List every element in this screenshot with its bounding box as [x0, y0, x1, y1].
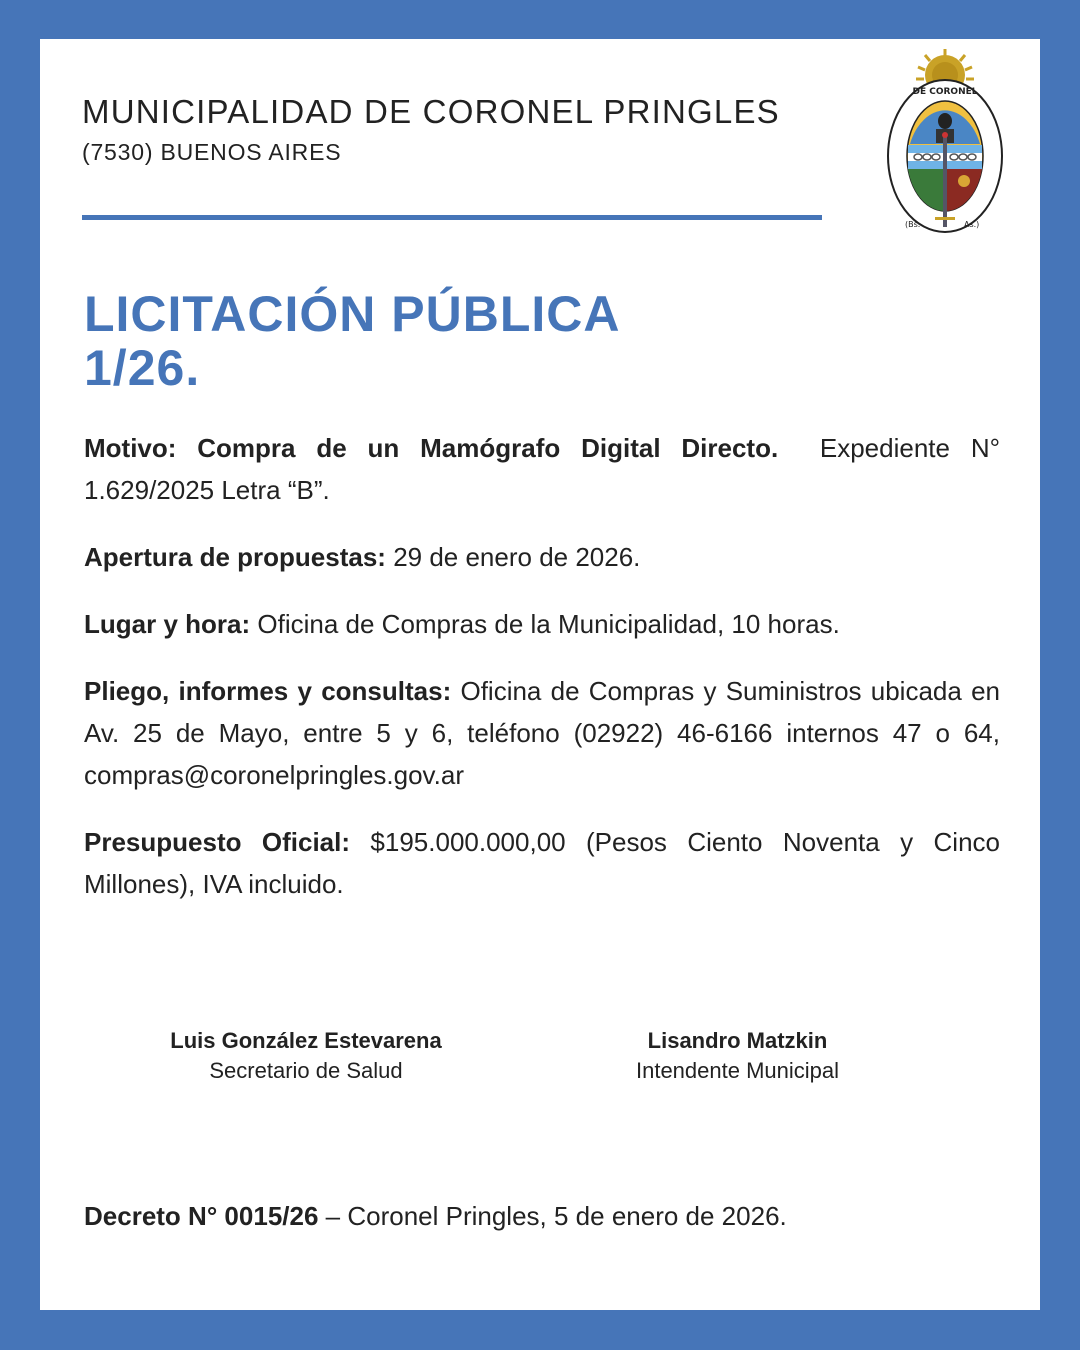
signer-name: Luis González Estevarena — [170, 1028, 442, 1053]
svg-text:DE CORONEL: DE CORONEL — [912, 87, 978, 97]
signer-health-secretary — [140, 1026, 472, 1086]
org-name: MUNICIPALIDAD DE CORONEL PRINGLES — [82, 93, 780, 130]
decree-text: – Coronel Pringles, 5 de enero de 2026. — [325, 1201, 787, 1231]
decree-footer — [84, 1201, 787, 1232]
title-line-2: 1/26. — [84, 340, 201, 396]
svg-text:(Bs.: (Bs. — [905, 220, 921, 229]
header-divider — [82, 215, 822, 220]
signer-name: Lisandro Matzkin — [647, 1028, 828, 1053]
field-presupuesto-label: Presupuesto Oficial: — [84, 827, 351, 857]
field-motivo-value: Expediente N° 1.629/2025 Letra “B”. — [84, 433, 1000, 505]
notice-card — [40, 39, 1040, 1310]
signer-role: Intendente Municipal — [635, 1058, 840, 1083]
signer-role: Secretario de Salud — [209, 1058, 403, 1083]
field-pliego — [84, 670, 1000, 796]
signer-mayor — [570, 1026, 905, 1086]
field-apertura-label: Apertura de propuestas: — [84, 542, 386, 572]
field-motivo-bold-value: Compra de un Mamógrafo Digital Directo. — [197, 433, 779, 463]
field-lugar — [84, 603, 1000, 645]
field-pliego-value: Oficina de Compras y Suministros ubicada en Av. 25 de Mayo, entre 5 y 6, teléfono (02922) 46-6166 internos 47 o 64, compras@coronelpringles.gov.ar — [84, 676, 1000, 790]
field-presupuesto — [84, 821, 1000, 905]
field-apertura — [84, 536, 1000, 578]
field-motivo — [84, 427, 1000, 511]
municipal-crest-icon — [880, 49, 1010, 239]
page-title — [84, 287, 620, 395]
field-pliego-label: Pliego, informes y consultas: — [84, 676, 452, 706]
field-motivo-label: Motivo: — [84, 433, 177, 463]
decree-label: Decreto N° 0015/26 — [84, 1201, 319, 1231]
field-lugar-value: Oficina de Compras de la Municipalidad, 10 horas. — [257, 609, 840, 639]
title-line-1: LICITACIÓN PÚBLICA — [84, 286, 621, 342]
org-location: (7530) BUENOS AIRES — [82, 139, 342, 165]
field-presupuesto-value: $195.000.000,00 (Pesos Ciento Noventa y Cinco Millones), IVA incluido. — [84, 827, 1000, 899]
svg-text:As.): As.) — [964, 220, 980, 229]
field-lugar-label: Lugar y hora: — [84, 609, 251, 639]
notice-body — [84, 427, 1000, 930]
field-apertura-value: 29 de enero de 2026. — [393, 542, 641, 572]
